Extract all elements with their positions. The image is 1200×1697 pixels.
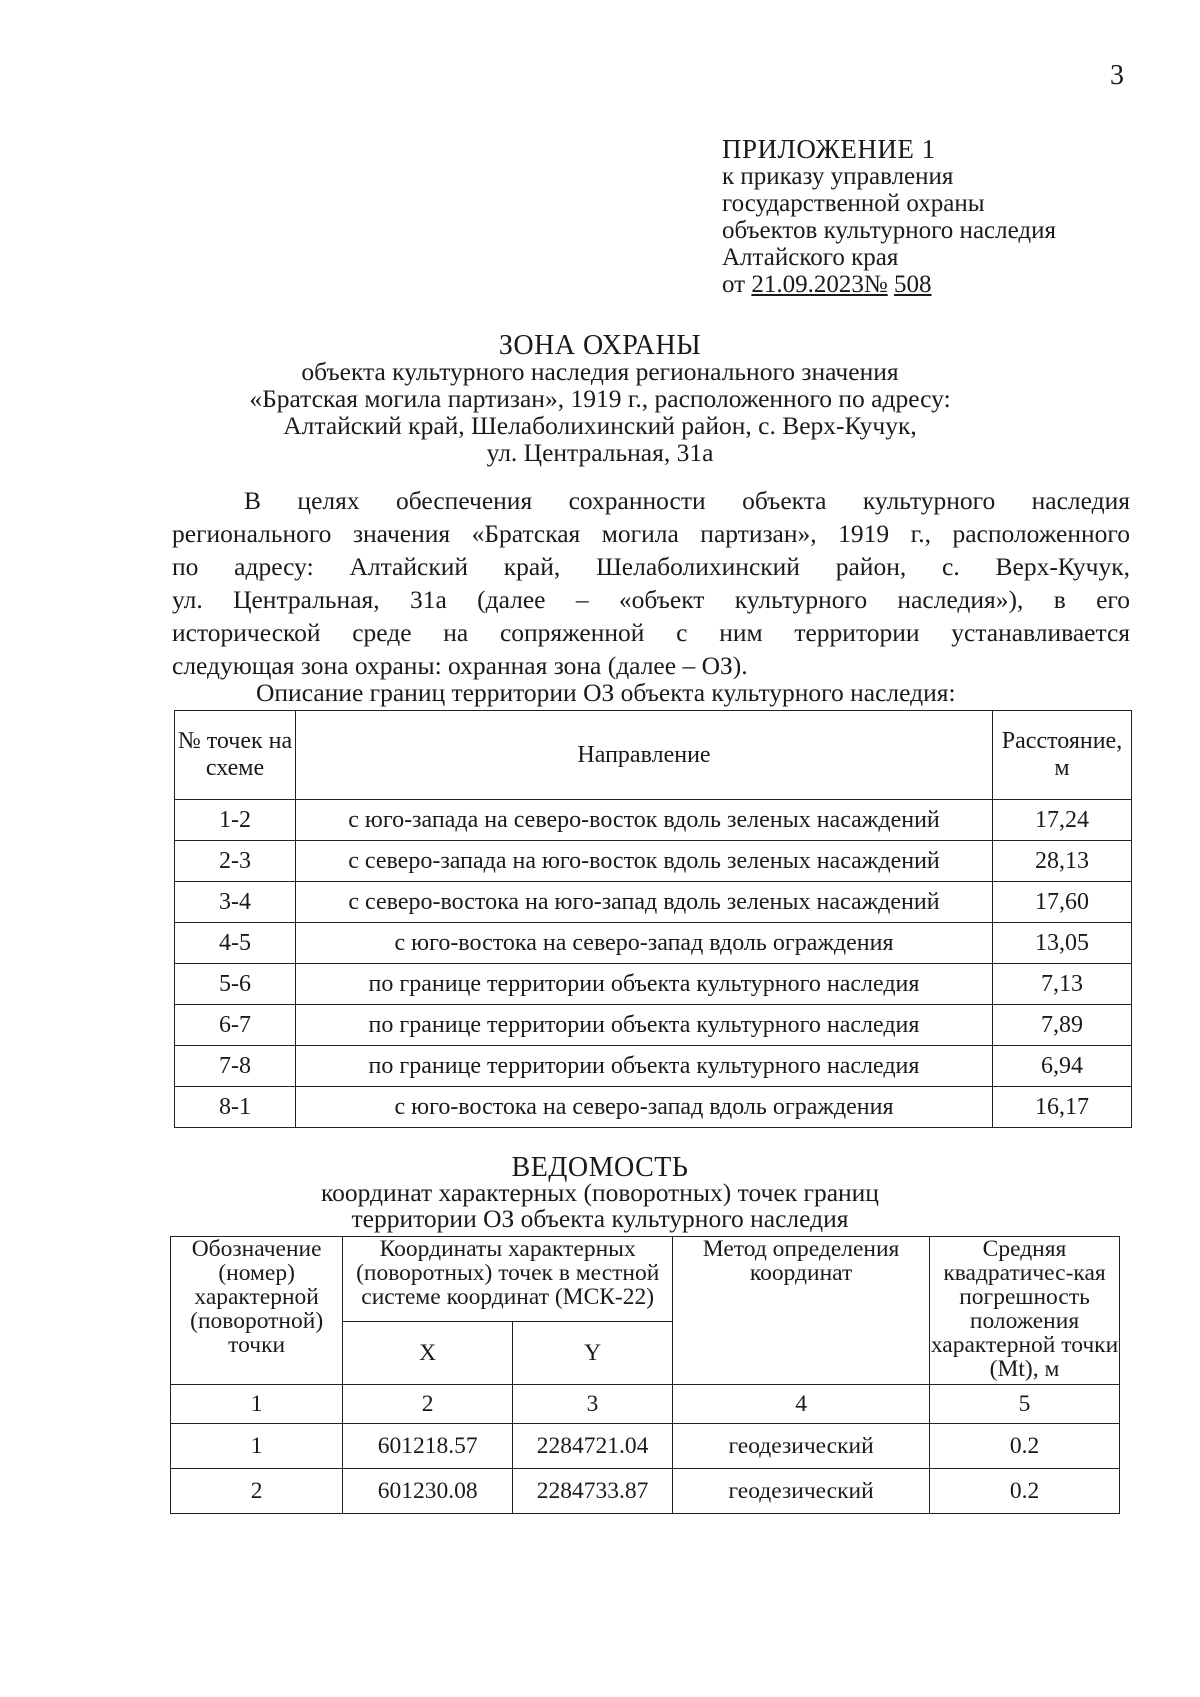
points-cell: 3-4 xyxy=(175,882,296,923)
points-cell: 4-5 xyxy=(175,923,296,964)
page-number: 3 xyxy=(1110,60,1124,91)
points-cell: 7-8 xyxy=(175,1046,296,1087)
appendix-title: ПРИЛОЖЕНИЕ 1 xyxy=(722,134,936,164)
appendix-line: к приказу управления xyxy=(722,163,954,190)
point-cell: 2 xyxy=(171,1469,343,1514)
zone-subtitle xyxy=(0,358,1200,466)
points-cell: 1-2 xyxy=(175,800,296,841)
vedomost-subtitle xyxy=(0,1180,1200,1232)
header-coordinates: Координаты характерных (поворотных) точек в местной системе координат (МСК-22) xyxy=(343,1237,673,1322)
table-row xyxy=(171,1424,1120,1469)
points-cell: 8-1 xyxy=(175,1087,296,1128)
point-cell: 1 xyxy=(171,1424,343,1469)
date-prefix: от xyxy=(722,271,746,298)
table-row xyxy=(175,923,1132,964)
appendix-line: Алтайского края xyxy=(722,244,899,271)
paragraph-line: В целях обеспечения сохранности объекта культурного наследия xyxy=(244,486,1130,515)
error-cell: 0.2 xyxy=(930,1469,1120,1514)
paragraph-line: следующая зона охраны: охранная зона (далее – ОЗ). xyxy=(172,651,748,680)
distance-cell: 28,13 xyxy=(993,841,1132,882)
header-error: Средняя квадратичес-кая погрешность положения характерной точки (Mt), м xyxy=(930,1237,1120,1385)
coordinates-table xyxy=(170,1236,1120,1514)
boundary-table xyxy=(174,710,1132,1128)
table-row xyxy=(175,964,1132,1005)
header-direction: Направление xyxy=(296,711,993,800)
boundary-caption: Описание границ территории ОЗ объекта культурного наследия: xyxy=(256,678,956,707)
table-header-row xyxy=(175,711,1132,800)
method-cell: геодезический xyxy=(673,1424,930,1469)
zone-subtitle-line: «Братская могила партизан», 1919 г., расположенного по адресу: xyxy=(249,384,951,413)
points-cell: 5-6 xyxy=(175,964,296,1005)
y-cell: 2284733.87 xyxy=(513,1469,673,1514)
table-row xyxy=(175,1046,1132,1087)
direction-cell: по границе территории объекта культурного наследия xyxy=(296,964,993,1005)
vedomost-title: ВЕДОМОСТЬ xyxy=(511,1152,689,1183)
distance-cell: 17,60 xyxy=(993,882,1132,923)
table-row xyxy=(175,882,1132,923)
distance-cell: 17,24 xyxy=(993,800,1132,841)
vedomost-subtitle-line: координат характерных (поворотных) точек границ xyxy=(321,1178,879,1207)
number-prefix: № xyxy=(863,271,888,298)
header-distance: Расстояние, м xyxy=(993,711,1132,800)
table-row xyxy=(171,1469,1120,1514)
x-cell: 601230.08 xyxy=(343,1469,513,1514)
header-x: X xyxy=(343,1322,513,1385)
direction-cell: с северо-запада на юго-восток вдоль зеленых насаждений xyxy=(296,841,993,882)
paragraph-line: ул. Центральная, 31а (далее – «объект культурного наследия»), в его xyxy=(172,585,1130,614)
column-number: 1 xyxy=(171,1385,343,1424)
direction-cell: с северо-востока на юго-запад вдоль зеленых насаждений xyxy=(296,882,993,923)
column-number: 4 xyxy=(673,1385,930,1424)
zone-subtitle-line: Алтайский край, Шелаболихинский район, с. Верх-Кучук, xyxy=(283,411,917,440)
zone-subtitle-line: объекта культурного наследия регионального значения xyxy=(301,357,899,386)
header-designation: Обозначение (номер) характерной (поворотной) точки xyxy=(171,1237,343,1385)
column-number: 5 xyxy=(930,1385,1120,1424)
direction-cell: с юго-востока на северо-запад вдоль ограждения xyxy=(296,923,993,964)
points-cell: 6-7 xyxy=(175,1005,296,1046)
header-points: № точек на схеме xyxy=(175,711,296,800)
distance-cell: 7,13 xyxy=(993,964,1132,1005)
order-number: 508 xyxy=(893,271,932,298)
distance-cell: 13,05 xyxy=(993,923,1132,964)
points-cell: 2-3 xyxy=(175,841,296,882)
header-method: Метод определения координат xyxy=(673,1237,930,1385)
direction-cell: по границе территории объекта культурного наследия xyxy=(296,1005,993,1046)
paragraph-line: по адресу: Алтайский край, Шелаболихинский район, с. Верх-Кучук, xyxy=(172,552,1130,581)
appendix-block xyxy=(722,136,1056,298)
distance-cell: 16,17 xyxy=(993,1087,1132,1128)
distance-cell: 7,89 xyxy=(993,1005,1132,1046)
zone-subtitle-line: ул. Центральная, 31а xyxy=(486,438,714,467)
zone-title: ЗОНА ОХРАНЫ xyxy=(498,330,702,361)
table-row xyxy=(175,800,1132,841)
table-row xyxy=(175,841,1132,882)
table-row xyxy=(175,1005,1132,1046)
vedomost-subtitle-line: территории ОЗ объекта культурного наследия xyxy=(351,1204,849,1233)
appendix-line: государственной охраны xyxy=(722,190,985,217)
method-cell: геодезический xyxy=(673,1469,930,1514)
intro-paragraph xyxy=(172,484,1130,682)
table-header-row xyxy=(171,1237,1120,1322)
appendix-date-line xyxy=(722,271,1056,298)
x-cell: 601218.57 xyxy=(343,1424,513,1469)
order-date: 21.09.2023 xyxy=(751,271,864,298)
paragraph-line: исторической среде на сопряженной с ним территории устанавливается xyxy=(172,618,1130,647)
error-cell: 0.2 xyxy=(930,1424,1120,1469)
direction-cell: с юго-запада на северо-восток вдоль зеленых насаждений xyxy=(296,800,993,841)
y-cell: 2284721.04 xyxy=(513,1424,673,1469)
direction-cell: по границе территории объекта культурного наследия xyxy=(296,1046,993,1087)
column-number-row xyxy=(171,1385,1120,1424)
column-number: 2 xyxy=(343,1385,513,1424)
paragraph-line: регионального значения «Братская могила партизан», 1919 г., расположенного xyxy=(172,519,1130,548)
table-row xyxy=(175,1087,1132,1128)
appendix-line: объектов культурного наследия xyxy=(722,217,1056,244)
header-y: Y xyxy=(513,1322,673,1385)
direction-cell: с юго-востока на северо-запад вдоль ограждения xyxy=(296,1087,993,1128)
column-number: 3 xyxy=(513,1385,673,1424)
distance-cell: 6,94 xyxy=(993,1046,1132,1087)
